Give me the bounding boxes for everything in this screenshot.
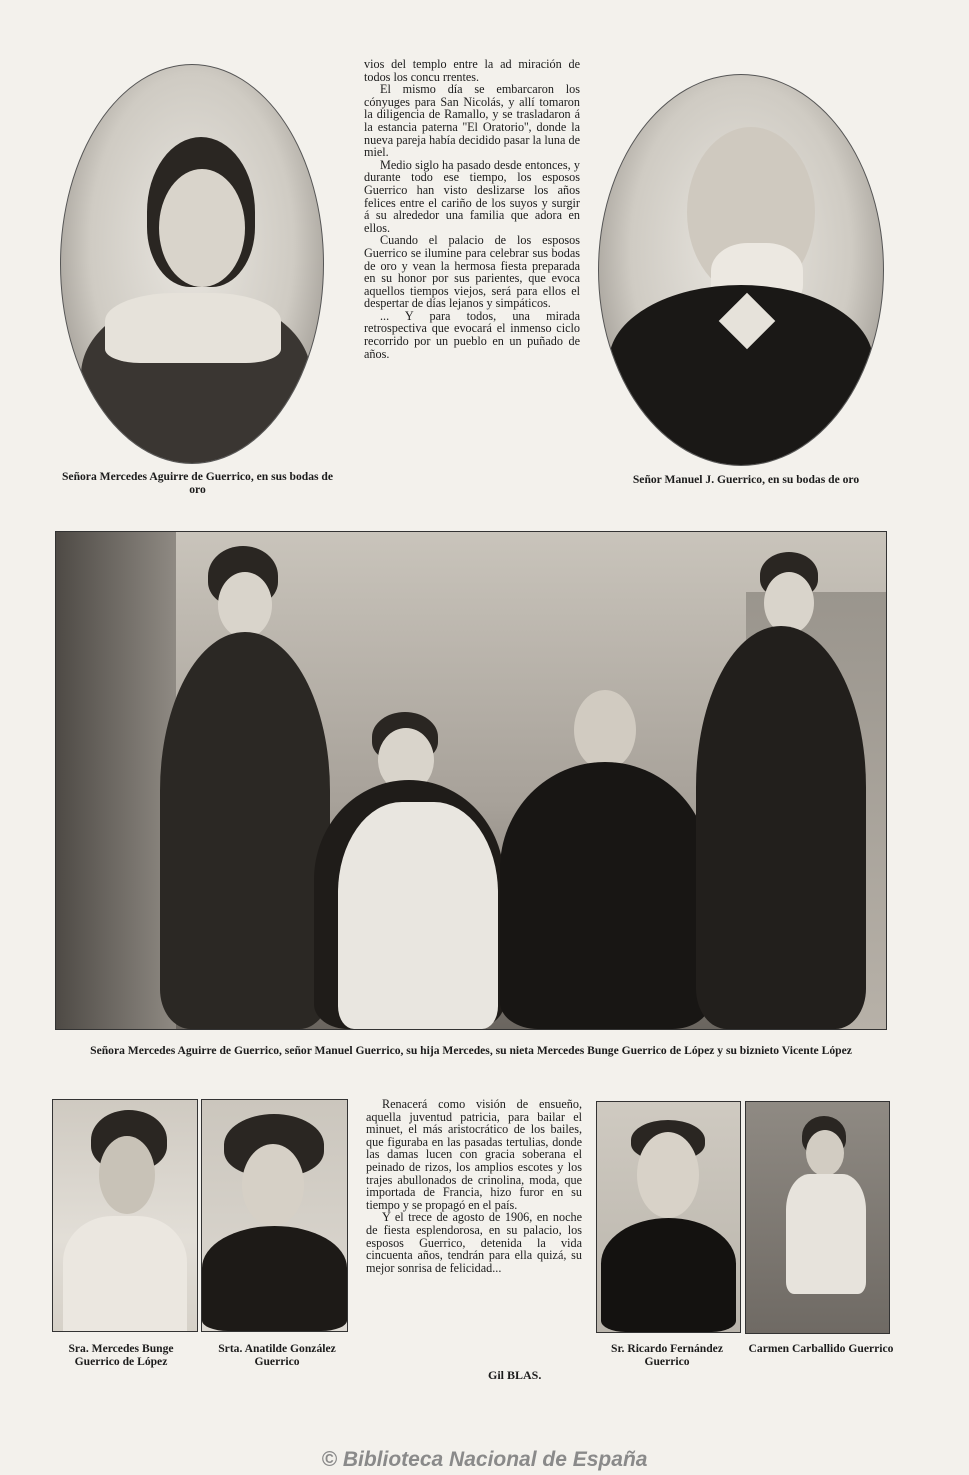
- caption-ricardo-fernandez: Sr. Ricardo Fernández Guerrico: [611, 1342, 723, 1368]
- signature: Gil BLAS.: [488, 1368, 542, 1382]
- paragraph: El mismo día se embarcaron los cónyuges para San Nicolás, y allí tomaron la diligencia de Ramallo, y se trasladaron á la estancia paterna ''El Oratorio'', donde la nueva pareja había decidido pasar la luna de miel.: [364, 82, 580, 160]
- caption-mercedes-bunge: Sra. Mercedes Bunge Guerrico de López: [68, 1342, 174, 1368]
- article-column-bottom: [366, 1098, 582, 1274]
- photo-mercedes-bunge: [52, 1099, 198, 1332]
- paragraph: Y el trece de agosto de 1906, en noche de fiesta esplendorosa, en su palacio, los esposos Guerrico, detenida la vida cincuenta años, tendrán para ella quizá, su mejor sonrisa de felicidad...: [366, 1210, 582, 1275]
- library-watermark: © Biblioteca Nacional de España: [321, 1448, 648, 1471]
- paragraph: ... Y para todos, una mirada retrospectiva que evocará el inmenso ciclo recorrido por un pueblo en un puñado de años.: [364, 308, 580, 361]
- caption-anatilde-gonzalez: Srta. Anatilde González Guerrico: [218, 1342, 336, 1368]
- photo-anatilde-gonzalez: [201, 1099, 348, 1332]
- group-photo-family: [55, 531, 887, 1030]
- caption-carmen-carballido: Carmen Carballido Guerrico: [748, 1342, 894, 1355]
- caption-manuel-guerrico: Señor Manuel J. Guerrico, en su bodas de oro: [632, 473, 860, 486]
- paragraph: Cuando el palacio de los esposos Guerrico se ilumine para celebrar sus bodas de oro y vean la hermosa fiesta preparada en su honor por sus parientes, que evoca aquellos tiempos viejos, será para ellos el despertar de días lejanos y simpáticos.: [364, 233, 580, 311]
- paragraph: Renacerá como visión de ensueño, aquella juventud patricia, para bailar el minuet, el más aristocrático de los bailes, que figuraba en las pasadas tertulias, donde las damas lucen con gracia soberana el peinado de rizos, los amplios escotes y los trajes abullonados de crinolina, moda, que importada de Francia, hizo furor en su tiempo y se propagó en el país.: [366, 1097, 582, 1212]
- portrait-mercedes-aguirre: [60, 64, 324, 464]
- portrait-manuel-guerrico: [598, 74, 884, 466]
- article-column-top: [364, 58, 580, 360]
- paragraph: Medio siglo ha pasado desde entonces, y durante todo ese tiempo, los esposos Guerrico han visto deslizarse los años felices entre el cariño de los suyos y surgir á su alrededor una familia que adora en ellos.: [364, 157, 580, 235]
- photo-ricardo-fernandez: [596, 1101, 741, 1333]
- paragraph: vios del templo entre la ad miración de todos los concu rrentes.: [364, 57, 580, 84]
- caption-group-photo: Señora Mercedes Aguirre de Guerrico, señor Manuel Guerrico, su hija Mercedes, su nieta Mercedes Bunge Guerrico de López y su biznieto Vicente López: [90, 1044, 852, 1057]
- caption-mercedes-aguirre: Señora Mercedes Aguirre de Guerrico, en sus bodas de oro: [61, 470, 334, 496]
- photo-carmen-carballido: [745, 1101, 890, 1334]
